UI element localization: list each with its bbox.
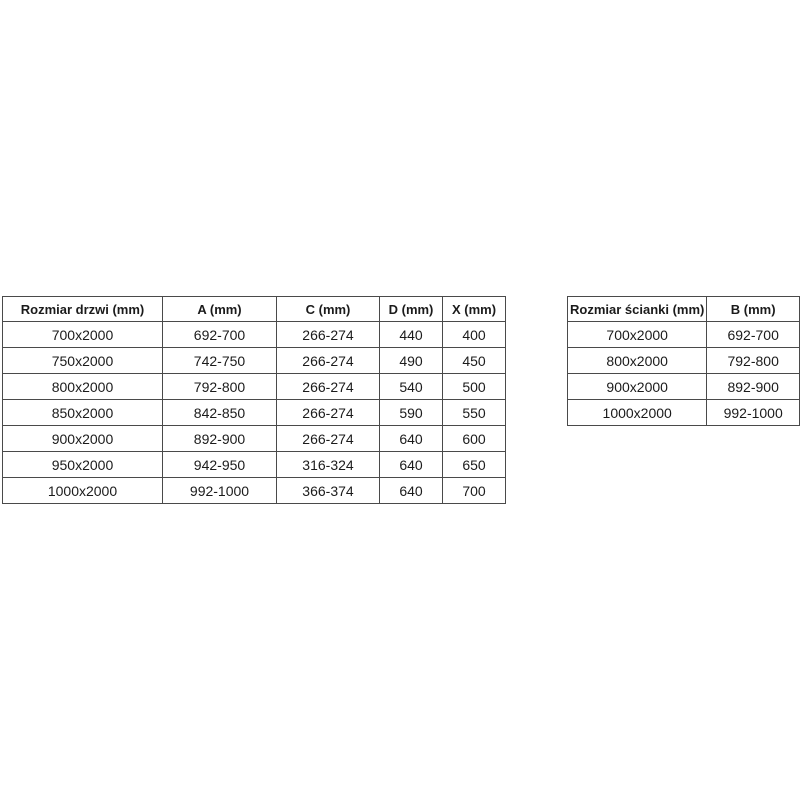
- table-cell: 792-800: [163, 374, 277, 400]
- table-cell: 992-1000: [163, 478, 277, 504]
- table-cell: 750x2000: [3, 348, 163, 374]
- column-header: X (mm): [443, 297, 506, 322]
- table-cell: 892-900: [707, 374, 800, 400]
- table-cell: 266-274: [277, 400, 380, 426]
- table-cell: 540: [380, 374, 443, 400]
- table-row: [3, 348, 506, 374]
- table-cell: 700x2000: [568, 322, 707, 348]
- column-header: B (mm): [707, 297, 800, 322]
- header-row: [3, 297, 506, 322]
- door-size-table: [2, 296, 506, 504]
- header-row: [568, 297, 800, 322]
- table-cell: 640: [380, 426, 443, 452]
- table-cell: 490: [380, 348, 443, 374]
- table-row: [568, 322, 800, 348]
- table-cell: 266-274: [277, 322, 380, 348]
- table-cell: 742-750: [163, 348, 277, 374]
- table-row: [3, 400, 506, 426]
- wall-size-table: [567, 296, 800, 426]
- table-cell: 700: [443, 478, 506, 504]
- table-row: [3, 426, 506, 452]
- table-row: [568, 348, 800, 374]
- table-cell: 842-850: [163, 400, 277, 426]
- table-cell: 590: [380, 400, 443, 426]
- table-row: [3, 322, 506, 348]
- table-cell: 800x2000: [568, 348, 707, 374]
- table-cell: 266-274: [277, 348, 380, 374]
- table-cell: 640: [380, 452, 443, 478]
- table-cell: 950x2000: [3, 452, 163, 478]
- column-header: Rozmiar ścianki (mm): [568, 297, 707, 322]
- column-header: A (mm): [163, 297, 277, 322]
- table-cell: 600: [443, 426, 506, 452]
- table-cell: 1000x2000: [568, 400, 707, 426]
- table-cell: 400: [443, 322, 506, 348]
- table-row: [568, 400, 800, 426]
- table-cell: 500: [443, 374, 506, 400]
- table-cell: 640: [380, 478, 443, 504]
- table-cell: 900x2000: [568, 374, 707, 400]
- column-header: D (mm): [380, 297, 443, 322]
- table-row: [3, 478, 506, 504]
- table-cell: 792-800: [707, 348, 800, 374]
- table-cell: 1000x2000: [3, 478, 163, 504]
- table-cell: 900x2000: [3, 426, 163, 452]
- table-cell: 316-324: [277, 452, 380, 478]
- table-cell: 692-700: [707, 322, 800, 348]
- table-cell: 440: [380, 322, 443, 348]
- table-cell: 992-1000: [707, 400, 800, 426]
- table-cell: 692-700: [163, 322, 277, 348]
- table-cell: 800x2000: [3, 374, 163, 400]
- table-row: [568, 374, 800, 400]
- column-header: Rozmiar drzwi (mm): [3, 297, 163, 322]
- table-row: [3, 374, 506, 400]
- table-cell: 266-274: [277, 374, 380, 400]
- table-cell: 892-900: [163, 426, 277, 452]
- table-row: [3, 452, 506, 478]
- table-cell: 266-274: [277, 426, 380, 452]
- table-cell: 850x2000: [3, 400, 163, 426]
- table-cell: 700x2000: [3, 322, 163, 348]
- table-cell: 550: [443, 400, 506, 426]
- table-cell: 450: [443, 348, 506, 374]
- table-cell: 942-950: [163, 452, 277, 478]
- column-header: C (mm): [277, 297, 380, 322]
- table-cell: 650: [443, 452, 506, 478]
- table-cell: 366-374: [277, 478, 380, 504]
